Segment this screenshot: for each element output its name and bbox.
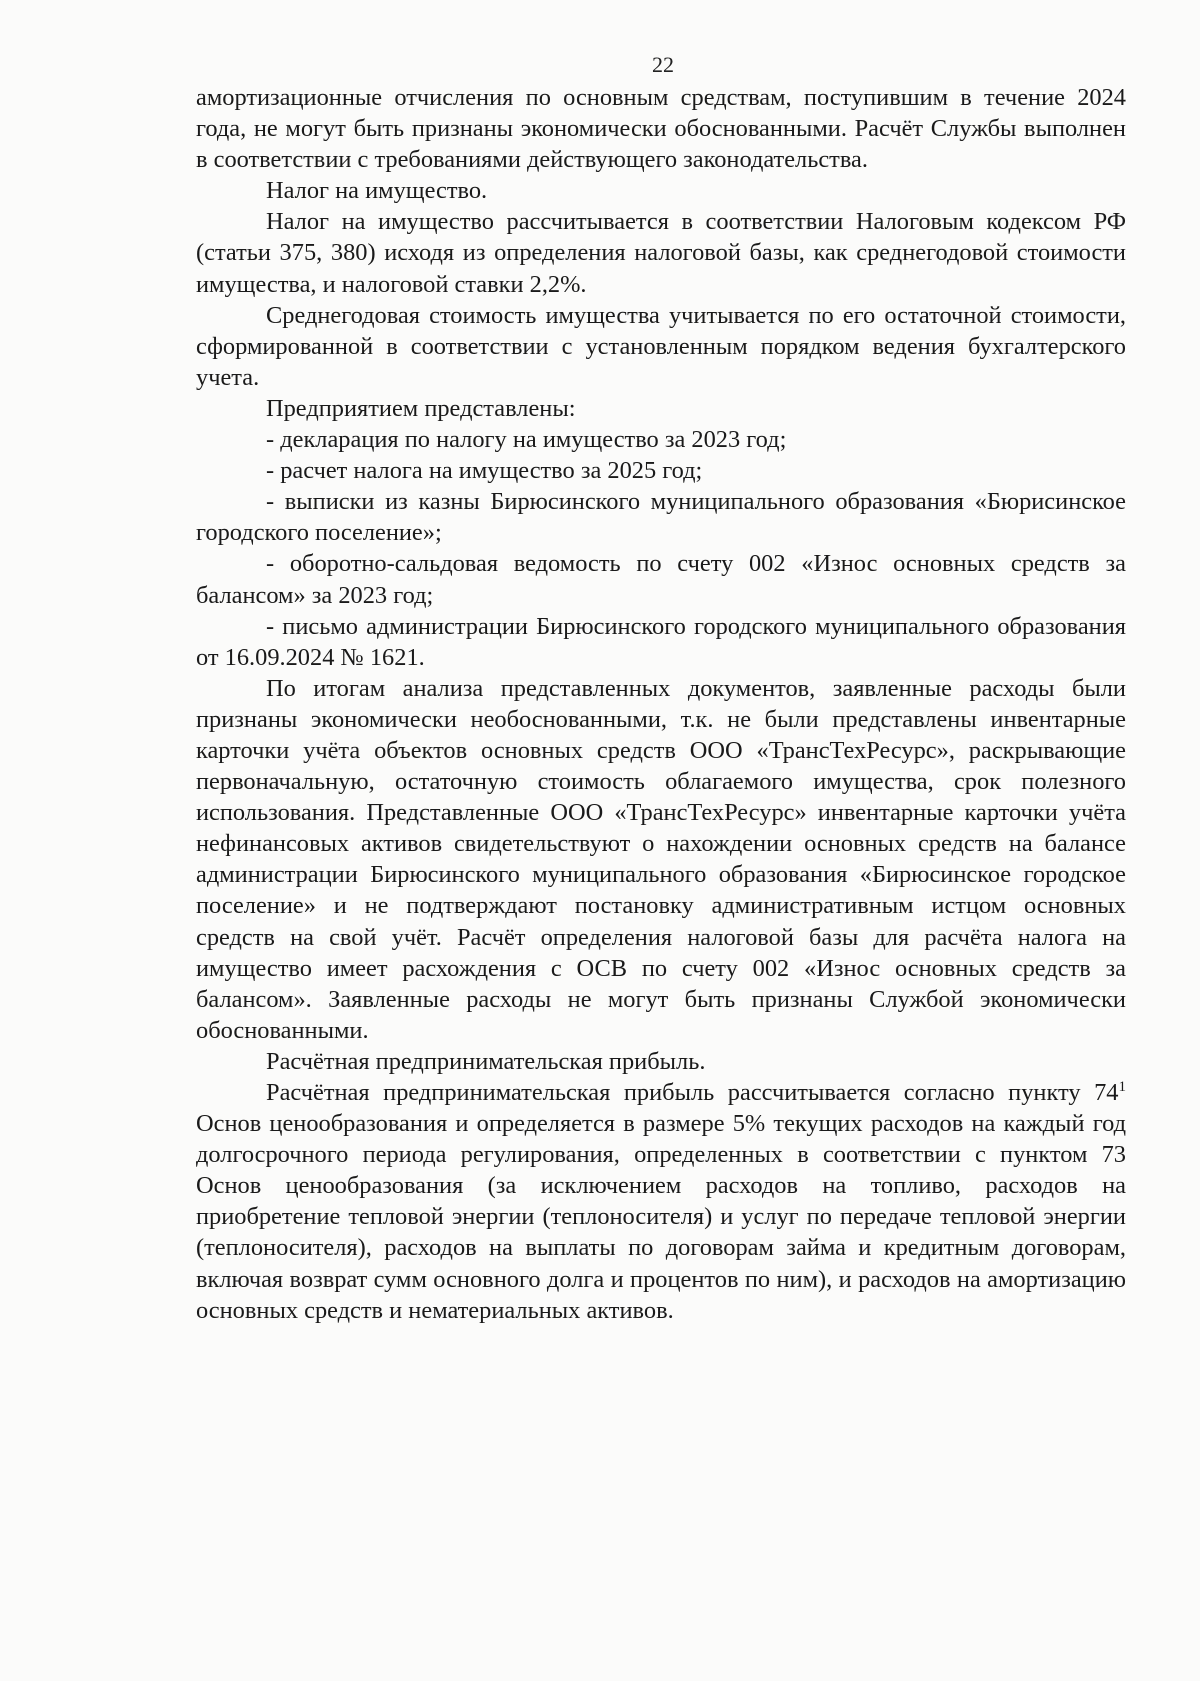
profit-text-after: Основ ценообразования и определяется в размере 5% текущих расходов на каждый год долгосрочного периода регулирования, определенных в соответствии с пунктом 73 Основ ценообразования (за исключением расходов на топливо, расходов на приобретение тепловой энергии (теплоносителя) и услуг по передаче тепловой энергии (теплоносителя), расходов на выплаты по договорам займа и кредитным договорам, включая возврат сумм основного долга и процентов по ним), и расходов на амортизацию основных средств и нематериальных активов. (196, 1110, 1126, 1324)
list-item-declaration: - декларация по налогу на имущество за 2023 год; (266, 426, 787, 454)
section-heading-property-tax: Налог на имущество. (266, 177, 488, 205)
paragraph-submitted-intro: Предприятием представлены: (266, 394, 576, 422)
paragraph-analysis-results: По итогам анализа представленных документов, заявленные расходы были признаны экономически необоснованными, т.к. не были представлены инвентарные карточки учёта объектов основных средств ООО «ТрансТехРесурс», раскрывающие первоначальную, остаточную стоимость облагаемого имущества, срок полезного использования. Представленные ООО «ТрансТехРесурс» инвентарные карточки учёта нефинансовых активов свидетельствуют о нахождении основных средств на балансе администрации Бирюсинского муниципального образования «Бирюсинское городское поселение» и не подтверждают постановку административным истцом основных средств на свой учёт. Расчёт определения налоговой базы для расчёта налога на имущество имеет расхождения с ОСВ по счету 002 «Износ основных средств за балансом». Заявленные расходы не могут быть признаны Службой экономически обоснованными. (196, 674, 1126, 1044)
list-item-turnover-statement: - оборотно-сальдовая ведомость по счету 002 «Износ основных средств за балансом» за 2023 год; (196, 550, 1126, 609)
page-number: 22 (652, 52, 674, 77)
paragraph-entrepreneurial-profit (196, 1077, 1126, 1326)
paragraph-average-annual-value: Среднегодовая стоимость имущества учитывается по его остаточной стоимости, сформированной в соответствии с установленным порядком ведения бухгалтерского учета. (196, 301, 1126, 391)
profit-text-before: Расчётная предпринимательская прибыль рассчитывается согласно пункту 74 (266, 1079, 1119, 1106)
paragraph-property-tax-calculation: Налог на имущество рассчитывается в соответствии Налоговым кодексом РФ (статьи 375, 380) исходя из определения налоговой базы, как среднегодовой стоимости имущества, и налоговой ставки 2,2%. (196, 208, 1126, 298)
footnote-superscript: 1 (1118, 1078, 1126, 1095)
document-body (196, 82, 1126, 1326)
list-item-treasury-extracts: - выписки из казны Бирюсинского муниципального образования «Бюрисинское городского поселение»; (196, 488, 1126, 547)
list-item-administration-letter: - письмо администрации Бирюсинского городского муниципального образования от 16.09.2024 № 1621. (196, 612, 1126, 671)
paragraph-depreciation-conclusion: амортизационные отчисления по основным средствам, поступившим в течение 2024 года, не могут быть признаны экономически обоснованными. Расчёт Службы выполнен в соответствии с требованиями действующего законодательства. (196, 84, 1126, 174)
section-heading-entrepreneurial-profit: Расчётная предпринимательская прибыль. (266, 1047, 706, 1075)
list-item-tax-calculation: - расчет налога на имущество за 2025 год; (266, 457, 703, 485)
